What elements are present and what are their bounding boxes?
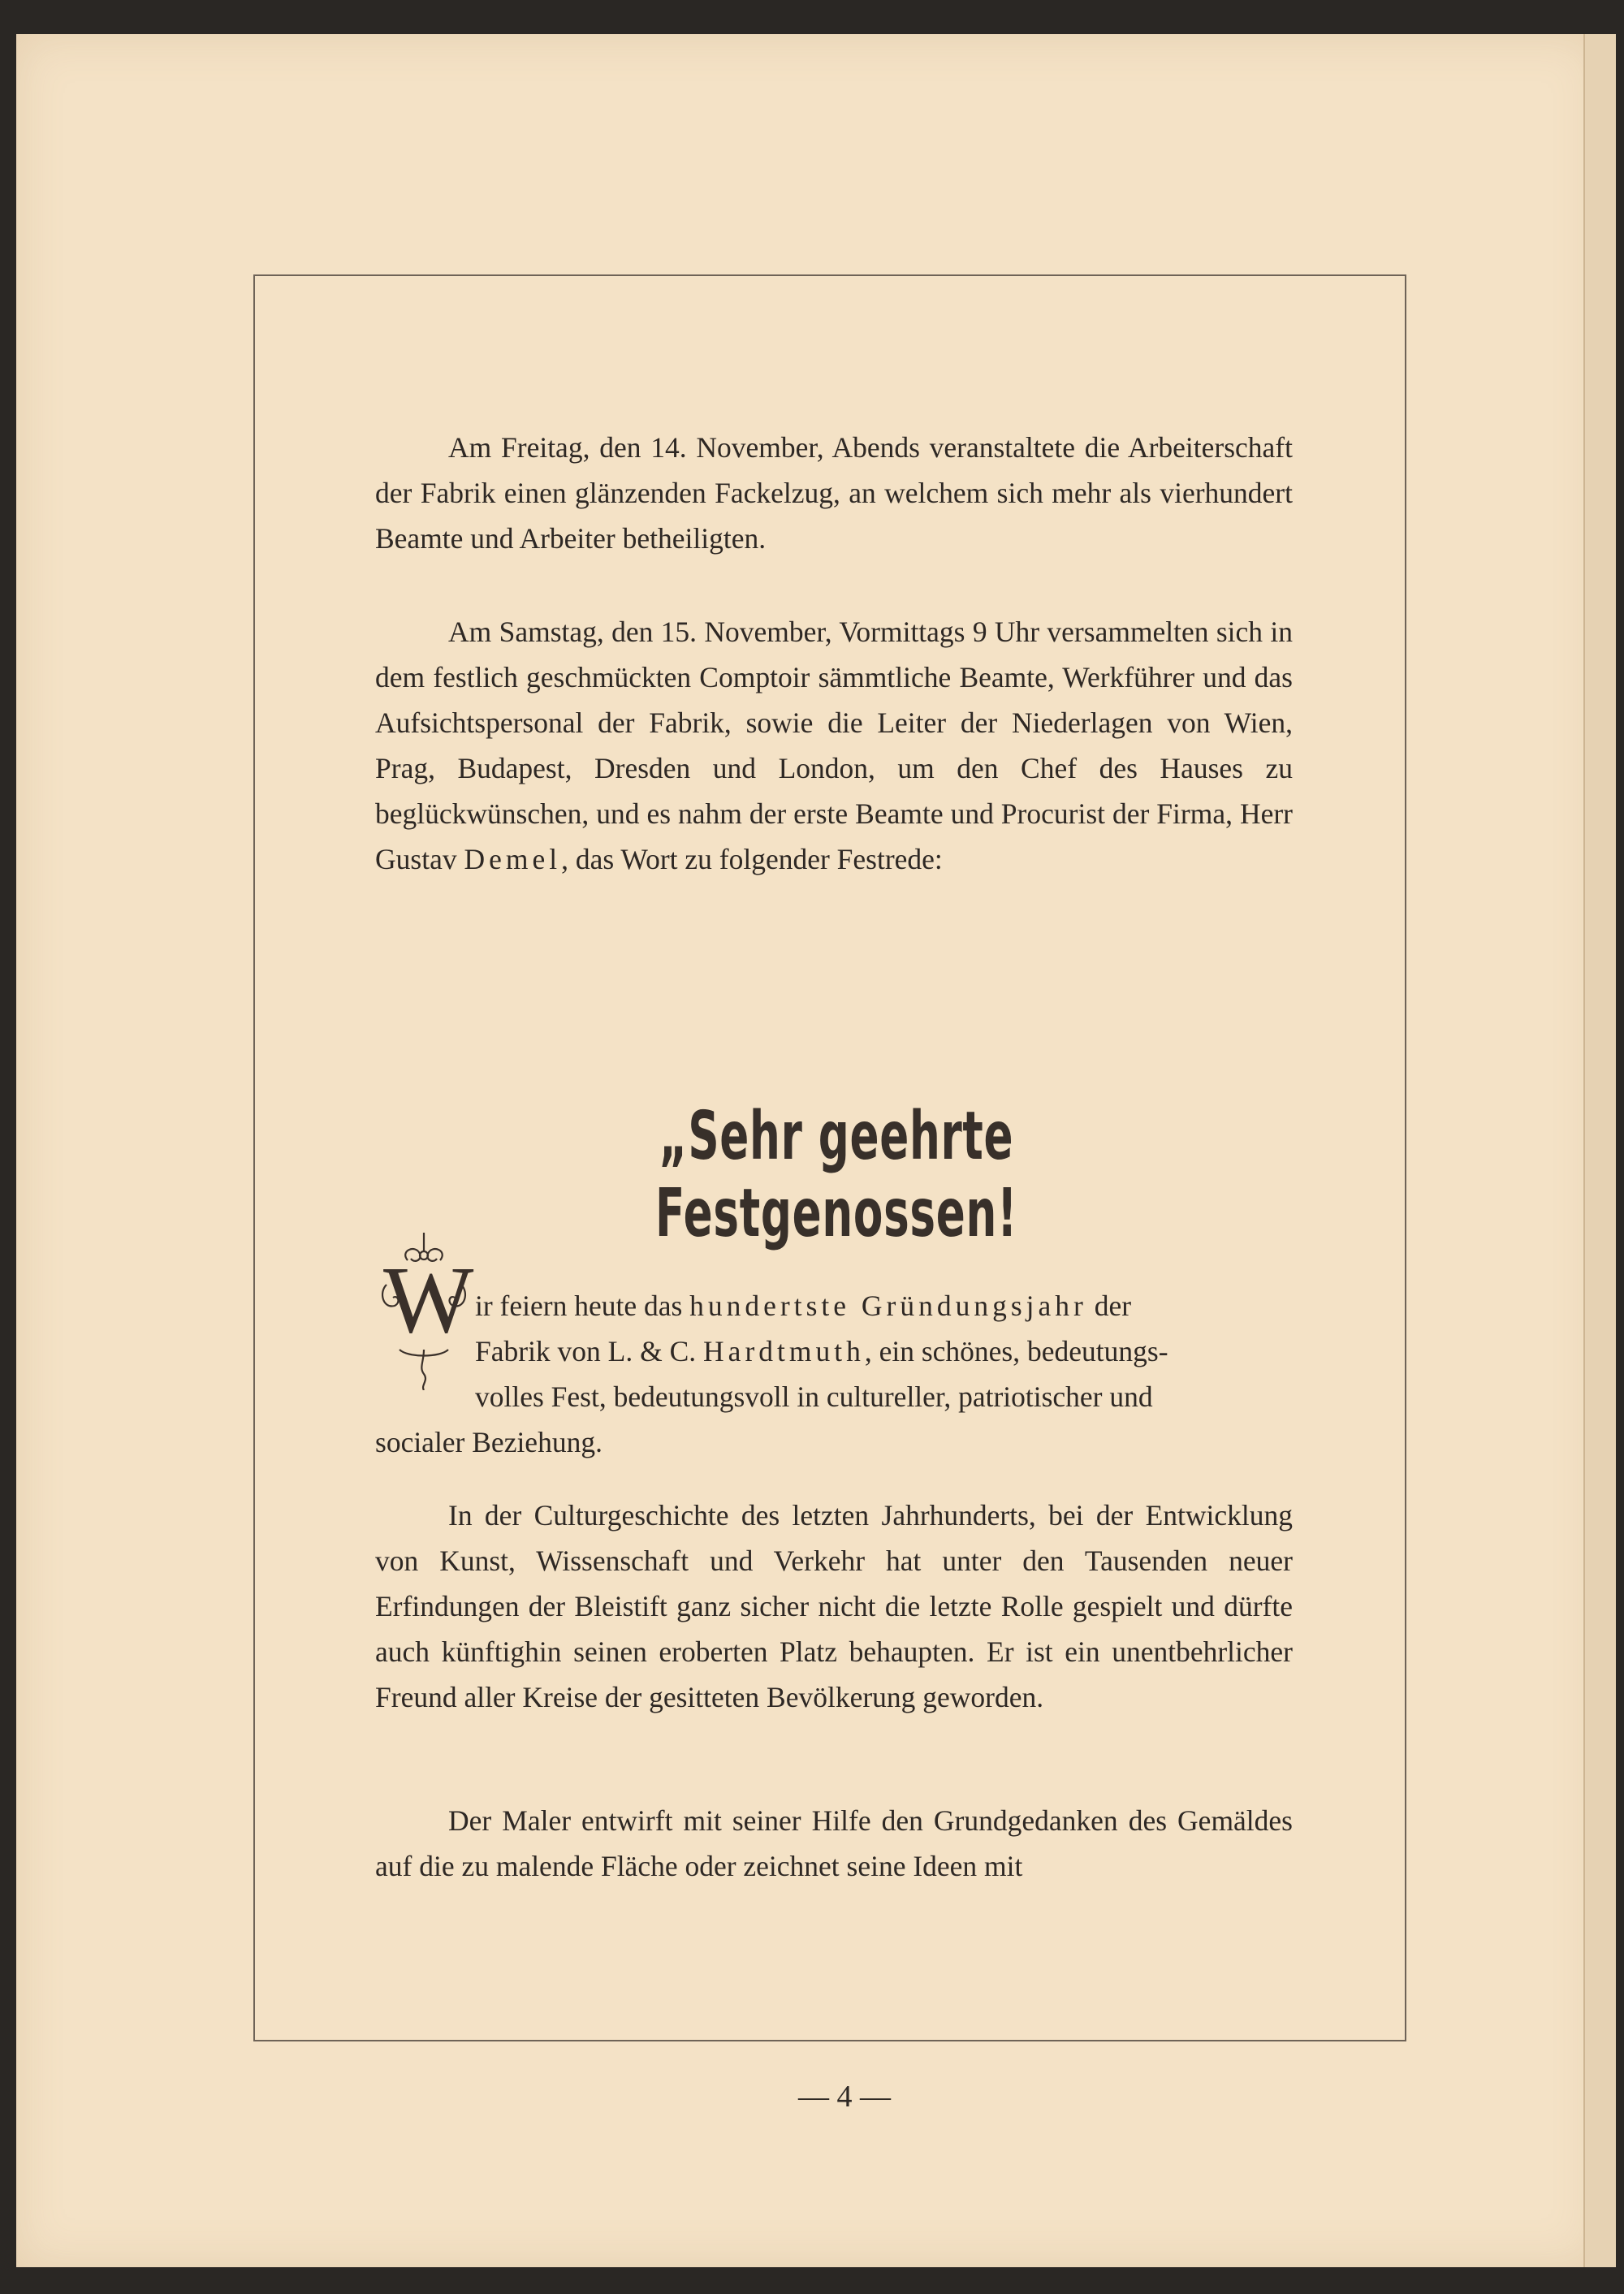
speech-line-1 (475, 1283, 1293, 1328)
paragraph-samstag (375, 609, 1293, 882)
speech-line-1-start: ir feiern heute das (475, 1290, 683, 1322)
speech-line-1-end: der (1094, 1290, 1132, 1322)
paragraph-samstag-end: , das Wort zu folgender Festrede: (561, 843, 943, 875)
paragraph-fackelzug: Am Freitag, den 14. November, Abends veranstaltete die Arbeiterschaft der Fabrik einen glänzenden Fackelzug, an welchem sich mehr als vierhundert Beamte und Arbeiter betheiligten. (375, 431, 1293, 555)
speech-line-2-spaced: Hardtmuth (703, 1335, 865, 1367)
initial-letter: W (383, 1246, 474, 1353)
speech-line-1-spaced: hundertste Gründungsjahr (689, 1290, 1087, 1322)
page-number: — 4 — (798, 2080, 891, 2114)
speech-line-4: socialer Beziehung. (375, 1426, 603, 1458)
paragraph-culturgeschichte: In der Culturgeschichte des letzten Jahrhunderts, bei der Entwicklung von Kunst, Wissenschaft und Verkehr hat unter den Tausenden neuer Erfindungen der Bleistift ganz sicher nicht die letzte Rolle gespielt und dürfte auch künftighin seinen eroberten Platz behaupten. Er ist ein unentbehrlicher Freund aller Kreise der gesitteten Bevölkerung geworden. (375, 1499, 1293, 1713)
page-edge-right (1583, 34, 1616, 2267)
speech-line-3: volles Fest, bedeutungsvoll in cultureller, patriotischer und (475, 1380, 1153, 1413)
speech-heading: „Sehr geehrte Festgenossen! (654, 1098, 1018, 1252)
speech-line-2-end: , ein schönes, bedeutungs- (864, 1335, 1168, 1367)
speech-line-2-start: Fabrik von L. & C. (475, 1335, 697, 1367)
paragraph-maler: Der Maler entwirft mit seiner Hilfe den Grundgedanken des Gemäldes auf die zu malende Fläche oder zeichnet seine Ideen mit (375, 1804, 1293, 1882)
ornamental-initial (375, 1228, 473, 1390)
speech-line-2 (475, 1328, 1293, 1374)
name-demel: Demel (464, 843, 562, 875)
paragraph-samstag-text: Am Samstag, den 15. November, Vormittags 9 Uhr versammelten sich in dem festlich geschmückten Comptoir sämmtliche Beamte, Werkführer und das Aufsichtspersonal der Fabrik, sowie die Leiter der Niederlagen von Wien, Prag, Budapest, Dresden und London, um den Chef des Hauses zu beglückwünschen, und es nahm der erste Beamte und Procurist der Firma, Herr Gustav (375, 616, 1293, 875)
